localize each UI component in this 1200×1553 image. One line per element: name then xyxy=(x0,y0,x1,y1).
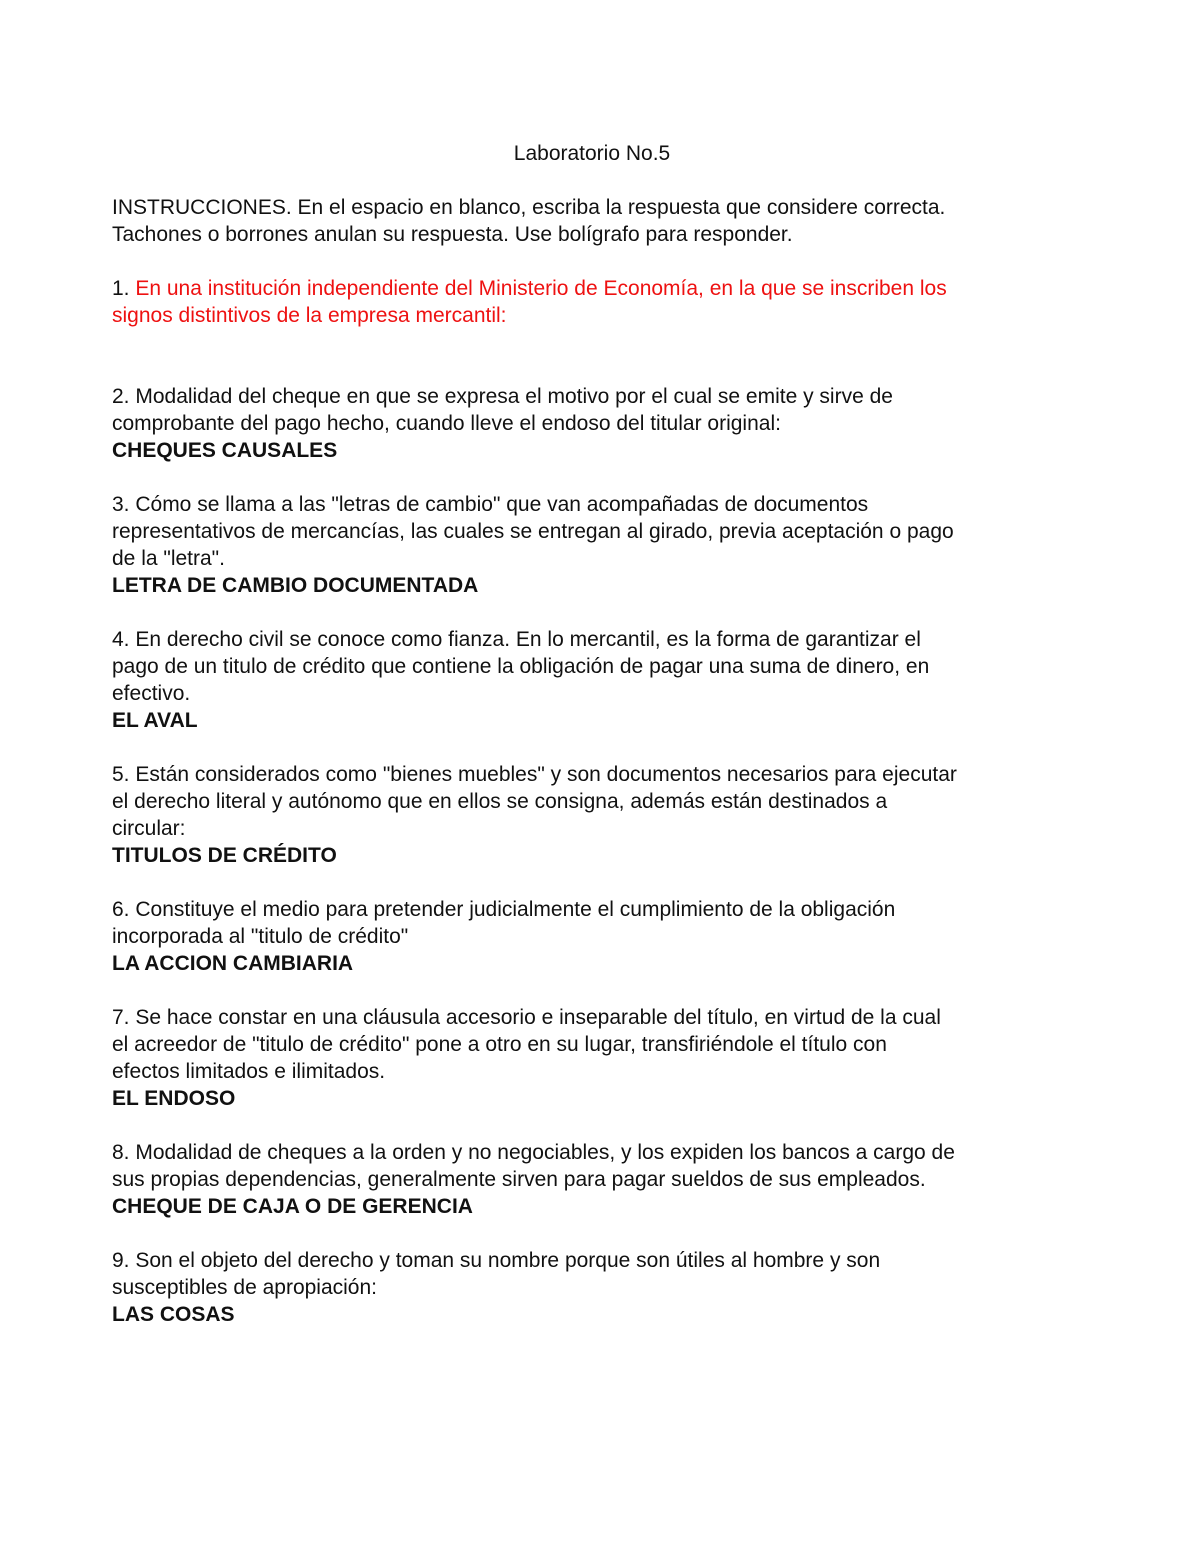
question-text: incorporada al "titulo de crédito" xyxy=(112,925,409,948)
document-body xyxy=(112,140,1072,1355)
question-6 xyxy=(112,896,1072,977)
answer-text: CHEQUES CAUSALES xyxy=(112,439,338,462)
question-number: 1. xyxy=(112,277,130,300)
question-text: susceptibles de apropiación: xyxy=(112,1276,378,1299)
question-text: comprobante del pago hecho, cuando lleve el endoso del titular original: xyxy=(112,412,781,435)
question-4 xyxy=(112,626,1072,734)
answer-text: EL ENDOSO xyxy=(112,1087,236,1110)
question-text: representativos de mercancías, las cuales se entregan al girado, previa aceptación o pago xyxy=(112,520,954,543)
instructions-line: Tachones o borrones anulan su respuesta. Use bolígrafo para responder. xyxy=(112,223,793,246)
question-text: pago de un titulo de crédito que contiene la obligación de pagar una suma de dinero, en xyxy=(112,655,930,678)
question-text: efectos limitados e ilimitados. xyxy=(112,1060,386,1083)
question-text: signos distintivos de la empresa mercantil: xyxy=(112,304,507,327)
question-8 xyxy=(112,1139,1072,1220)
document-title: Laboratorio No.5 xyxy=(513,142,671,165)
answer-blank xyxy=(112,329,1072,356)
answer-text: LETRA DE CAMBIO DOCUMENTADA xyxy=(112,574,479,597)
question-text: de la "letra". xyxy=(112,547,225,570)
question-text: 3. Cómo se llama a las "letras de cambio" que van acompañadas de documentos xyxy=(112,493,869,516)
question-text: 9. Son el objeto del derecho y toman su nombre porque son útiles al hombre y son xyxy=(112,1249,881,1272)
question-text xyxy=(112,275,1072,302)
answer-text: TITULOS DE CRÉDITO xyxy=(112,844,337,867)
question-text: 2. Modalidad del cheque en que se expresa el motivo por el cual se emite y sirve de xyxy=(112,385,893,408)
question-text: 6. Constituye el medio para pretender judicialmente el cumplimiento de la obligación xyxy=(112,898,896,921)
answer-text: LA ACCION CAMBIARIA xyxy=(112,952,354,975)
question-text: el acreedor de "titulo de crédito" pone a otro en su lugar, transfiriéndole el título con xyxy=(112,1033,887,1056)
question-1 xyxy=(112,275,1072,356)
question-5 xyxy=(112,761,1072,869)
instructions-line: INSTRUCCIONES. En el espacio en blanco, escriba la respuesta que considere correcta. xyxy=(112,196,946,219)
question-text: 4. En derecho civil se conoce como fianza. En lo mercantil, es la forma de garantizar el xyxy=(112,628,921,651)
question-3 xyxy=(112,491,1072,599)
answer-text: LAS COSAS xyxy=(112,1303,235,1326)
question-text: circular: xyxy=(112,817,186,840)
question-9 xyxy=(112,1247,1072,1328)
question-text: sus propias dependencias, generalmente sirven para pagar sueldos de sus empleados. xyxy=(112,1168,926,1191)
question-text: el derecho literal y autónomo que en ellos se consigna, además están destinados a xyxy=(112,790,888,813)
question-text: 7. Se hace constar en una cláusula accesorio e inseparable del título, en virtud de la cual xyxy=(112,1006,941,1029)
question-text: 5. Están considerados como "bienes muebles" y son documentos necesarios para ejecutar xyxy=(112,763,957,786)
question-7 xyxy=(112,1004,1072,1112)
question-text: efectivo. xyxy=(112,682,191,705)
answer-text: EL AVAL xyxy=(112,709,198,732)
answer-text: CHEQUE DE CAJA O DE GERENCIA xyxy=(112,1195,473,1218)
question-2 xyxy=(112,383,1072,464)
question-highlight: En una institución independiente del Ministerio de Economía, en la que se inscriben los xyxy=(135,277,947,300)
instructions xyxy=(112,194,1072,248)
question-text: 8. Modalidad de cheques a la orden y no negociables, y los expiden los bancos a cargo de xyxy=(112,1141,955,1164)
